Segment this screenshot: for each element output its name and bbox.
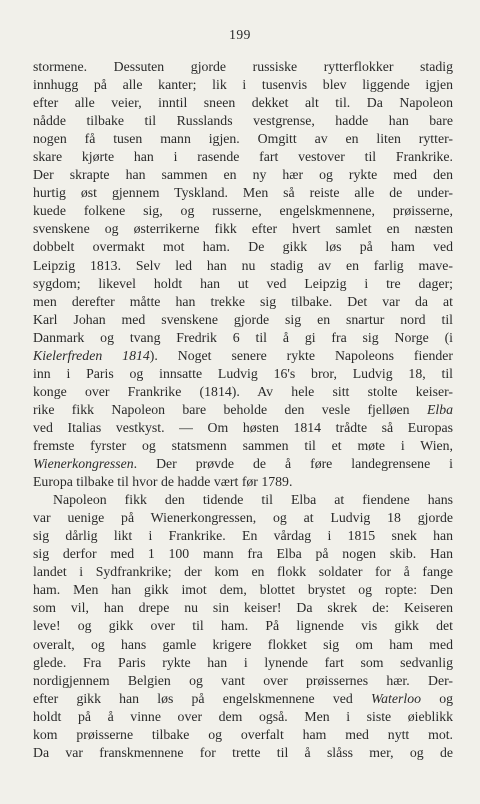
text-line: [33, 744, 453, 762]
text-line: [33, 726, 453, 744]
text-line: [33, 94, 453, 112]
text-line: [33, 202, 453, 220]
text-span: innhugg på alle kanter; lik i tusenvis blev liggende igjen: [33, 77, 453, 93]
text-span: ham. Men han gikk imot dem, blottet brystet og ropte: Den: [33, 582, 453, 598]
text-line: [33, 708, 453, 726]
text-line: [33, 293, 453, 311]
text-span: kom prøisserne tilbake og overfalt ham med nytt mot.: [33, 726, 453, 742]
text-line: [33, 311, 453, 329]
text-line: [33, 455, 453, 473]
text-line: [33, 58, 453, 76]
text-span: sig dårlig likt i Frankrike. En vårdag i 1815 snek han: [33, 528, 453, 544]
text-line: [33, 347, 453, 365]
text-span: kuede folkene sig, og russerne, engelskmennene, prøisserne,: [33, 203, 453, 219]
text-line: [33, 76, 453, 94]
text-span: landet i Sydfrankrike; der kom en flokk soldater for å fange: [33, 564, 453, 580]
text-span: fremste fyrster og statsmenn sammen til et møte i Wien,: [33, 437, 453, 453]
text-line: [33, 220, 453, 238]
page-number: 199: [229, 27, 251, 42]
text-span: dobbelt overmakt mot ham. De gikk løs på ham ved: [33, 239, 453, 255]
text-line: [33, 419, 453, 437]
text-span: var uenige på Wienerkongressen, og at Ludvig 18 gjorde: [33, 510, 453, 526]
text-span: som vil, han drepe nu sin keiser! Da skrek de: Keiseren: [33, 600, 453, 616]
text-line: [33, 563, 453, 581]
text-span: nordigjennem Belgien og vant over prøissernes hær. Der-: [33, 672, 453, 688]
text-span: sig derfor med 1 100 mann fra Elba på nogen skib. Han: [33, 546, 453, 562]
text-line: [33, 690, 453, 708]
italic-text: Waterloo: [370, 690, 422, 706]
text-span: Europa tilbake til hvor de hadde vært før 1789.: [33, 474, 293, 490]
text-span: Karl Johan med svenskene gjorde sig en snartur nord til: [33, 311, 453, 327]
text-span: . Der prøvde de å føre landegrensene i: [133, 456, 453, 472]
text-line: [33, 257, 453, 275]
text-line: [33, 654, 453, 672]
text-span: efter gikk han løs på engelskmennene ved: [33, 690, 371, 706]
text-span: ). Noget senere rykte Napoleons fiender: [149, 347, 453, 363]
text-line: [33, 238, 453, 256]
text-span: hurtig øst gjennem Tyskland. Men så reiste alle de under-: [33, 185, 453, 201]
text-line: [33, 473, 453, 491]
text-span: Napoleon fikk den tidende til Elba at fiendene hans: [53, 492, 453, 508]
text-span: efter alle veier, inntil sneen dekket alt til. Da Napoleon: [33, 95, 453, 111]
text-line: [33, 599, 453, 617]
text-line: [33, 365, 453, 383]
text-span: konge over Frankrike (1814). Av hele sitt stolte keiser-: [33, 383, 453, 399]
text-span: ved Italias vestkyst. — Om høsten 1814 trådte så Europas: [33, 419, 453, 435]
text-span: leve! og gikk over til ham. På lignende vis gikk det: [33, 618, 453, 634]
text-line: [33, 112, 453, 130]
text-line: [33, 636, 453, 654]
text-span: og: [421, 690, 454, 706]
text-line: [33, 148, 453, 166]
text-span: Der skrapte han sammen en ny hær og rykte med den: [33, 167, 453, 183]
text-span: skare kjørte han i rasende fart vestover til Frankrike.: [33, 149, 453, 165]
text-line: [33, 527, 453, 545]
text-line: [33, 329, 453, 347]
text-span: Da var franskmennene for trette til å slåss mer, og de: [33, 744, 453, 760]
text-line: [33, 437, 453, 455]
text-line: [33, 617, 453, 635]
text-line: [33, 130, 453, 148]
text-span: men derefter måtte han trekke sig tilbake. Det var da at: [33, 293, 453, 309]
text-span: glede. Fra Paris rykte han i lynende fart som sedvanlig: [33, 654, 453, 670]
text-line: [33, 581, 453, 599]
text-span: Leipzig 1813. Selv led han nu stadig av en farlig mave-: [33, 257, 453, 273]
text-span: rike fikk Napoleon bare beholde den vesle fjelløen: [33, 401, 427, 417]
text-line: [33, 672, 453, 690]
text-line: [33, 184, 453, 202]
text-span: stormene. Dessuten gjorde russiske rytterflokker stadig: [33, 59, 453, 74]
italic-text: Kielerfreden 1814: [33, 347, 150, 363]
text-span: nådde tilbake til Russlands vestgrense, hadde han bare: [33, 113, 453, 129]
italic-text: Elba: [426, 401, 453, 417]
text-span: holdt på å vinne over dem også. Men i siste øieblikk: [33, 708, 453, 724]
text-line: [33, 383, 453, 401]
text-line: [33, 509, 453, 527]
text-line: [33, 545, 453, 563]
text-span: nogen få tusen mann igjen. Omgitt av en liten rytter-: [33, 131, 453, 147]
text-span: inn i Paris og innsatte Ludvig 16's bror, Ludvig 18, til: [33, 365, 453, 381]
italic-text: Wienerkongressen: [33, 456, 134, 472]
text-span: overalt, og hans gamle krigere flokket sig om ham med: [33, 636, 453, 652]
text-span: Danmark og tvang Fredrik 6 til å gi fra sig Norge (i: [33, 329, 453, 345]
text-span: sygdom; likevel holdt han ut ved Leipzig i tre dager;: [33, 275, 453, 291]
text-line: [33, 491, 453, 509]
text-span: svenskene og østerrikerne fikk efter hvert samlet en næsten: [33, 221, 453, 237]
text-line: [33, 401, 453, 419]
text-line: [33, 166, 453, 184]
text-line: [33, 275, 453, 293]
body-text: [33, 58, 453, 762]
